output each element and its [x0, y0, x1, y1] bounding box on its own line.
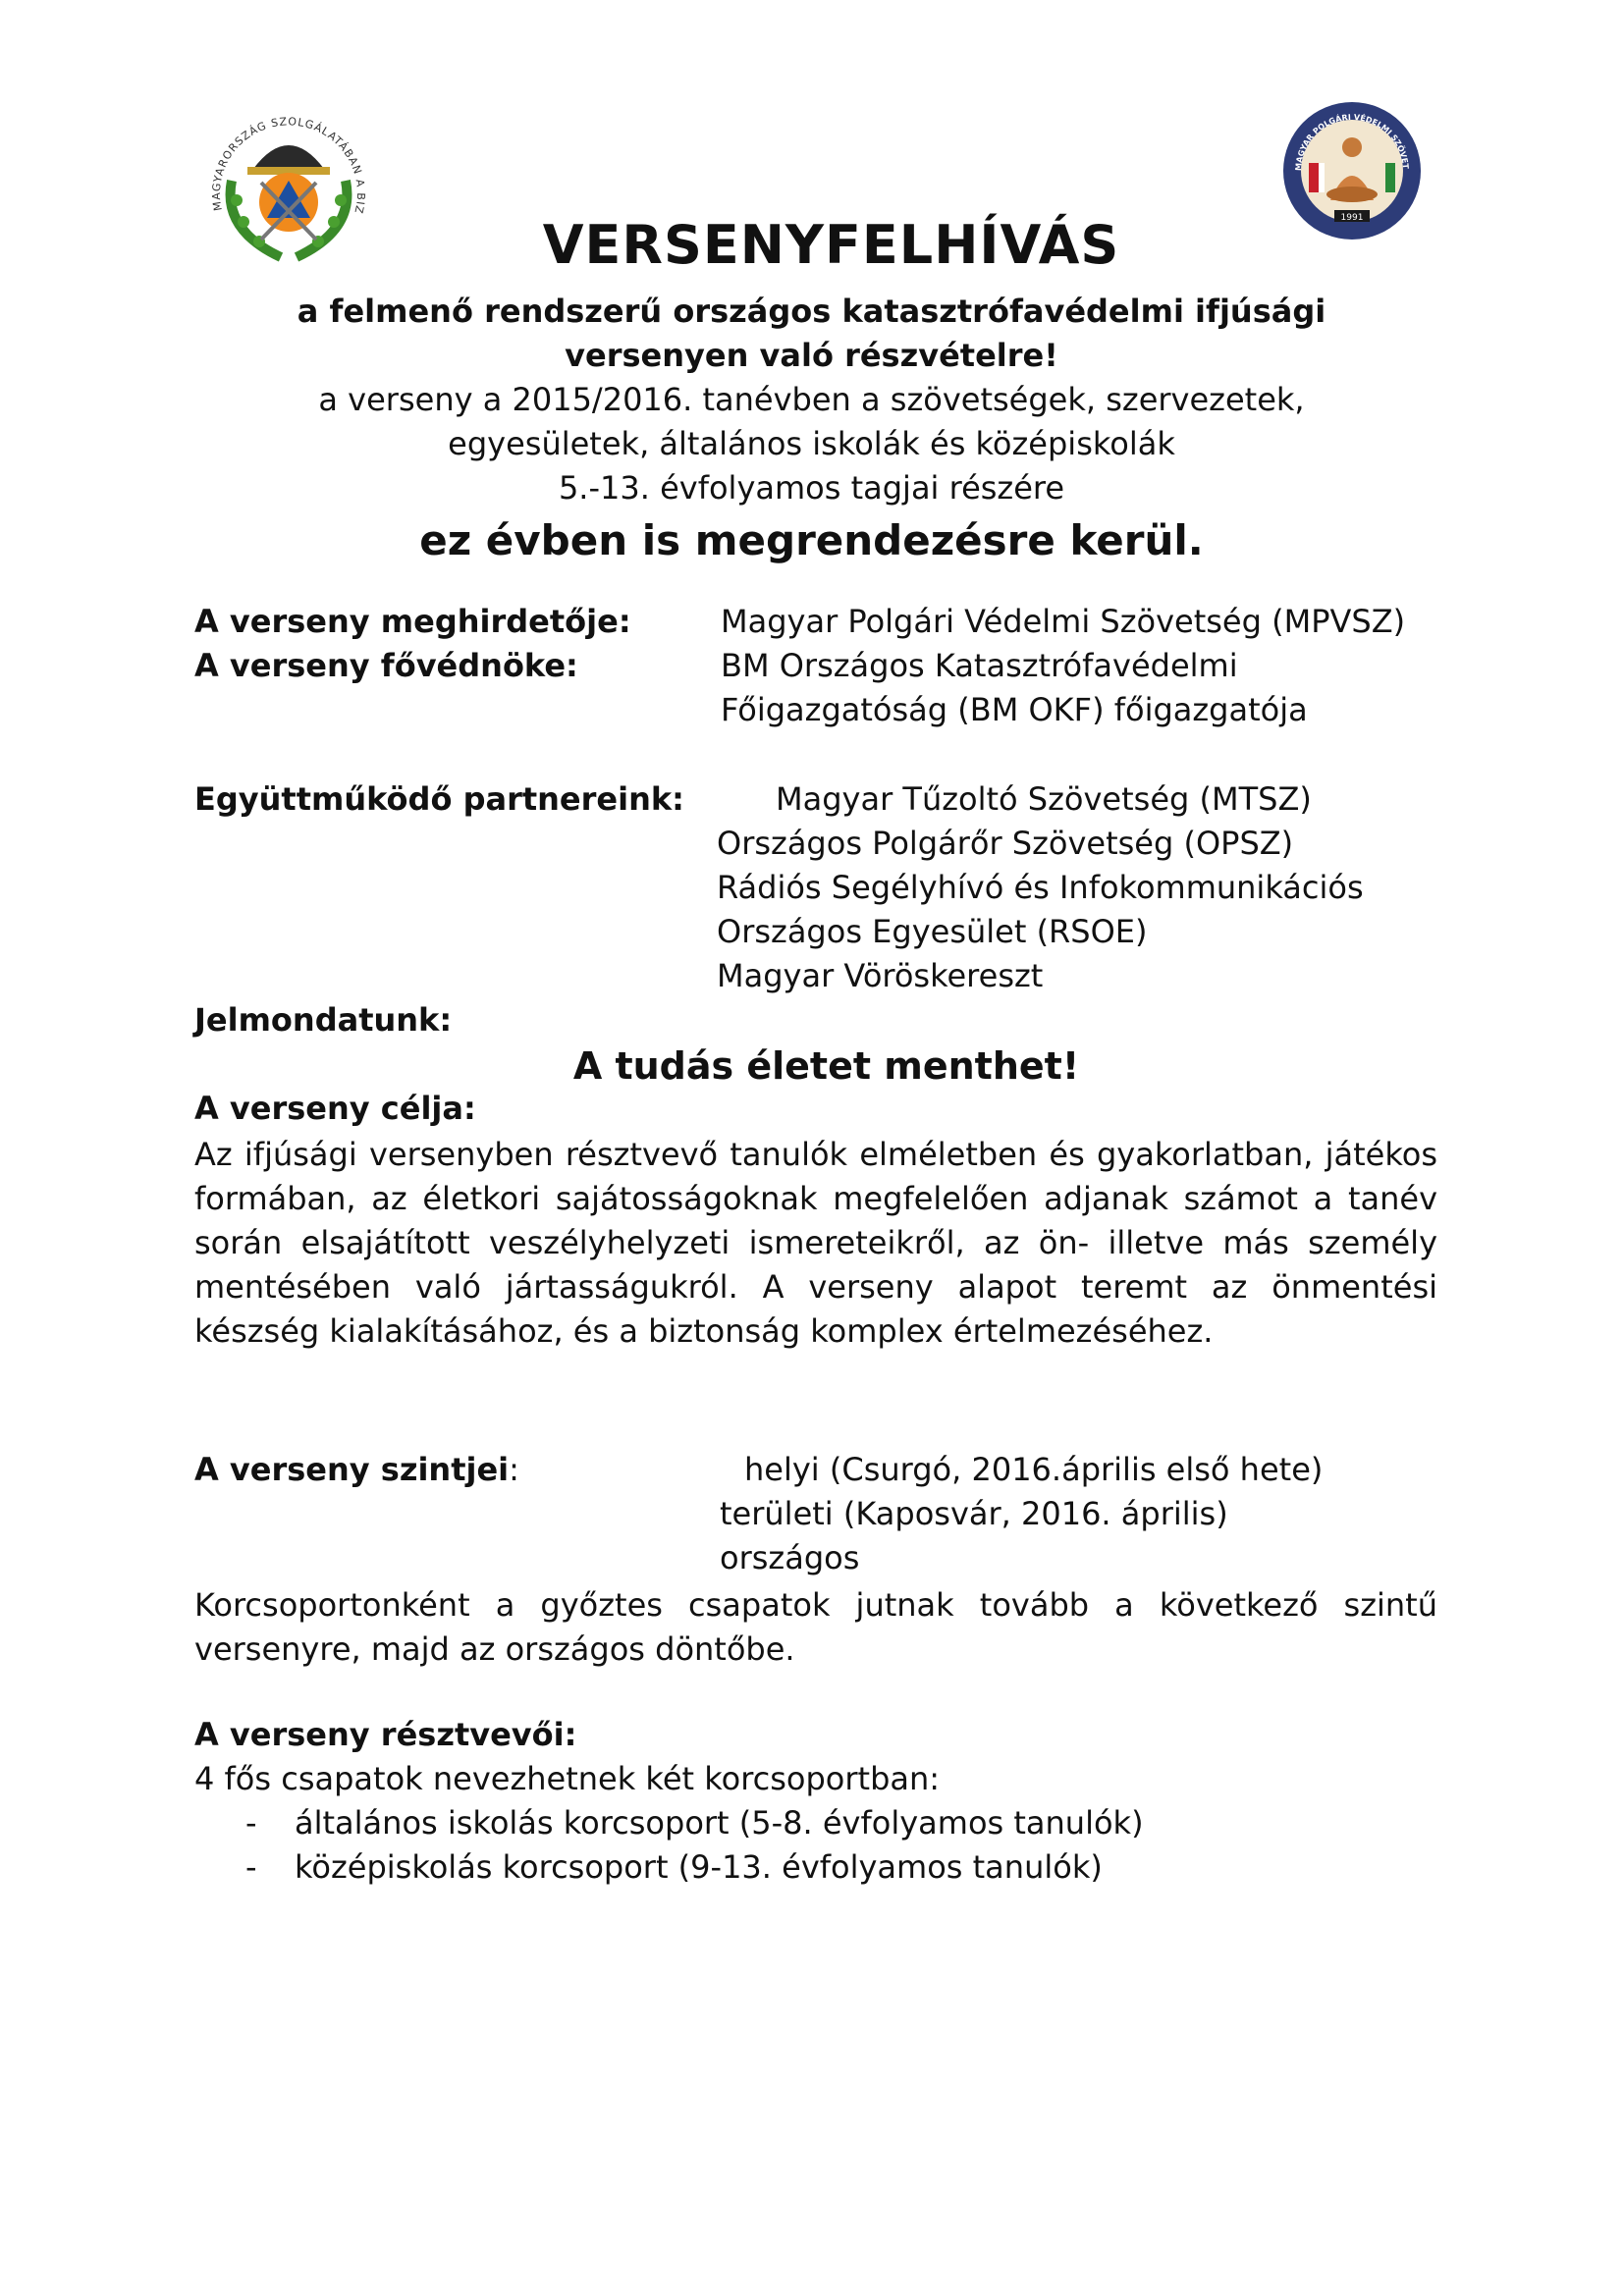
patron-value-line-1: BM Országos Katasztrófavédelmi: [721, 647, 1238, 684]
partner-item: Magyar Tűzoltó Szövetség (MTSZ): [776, 780, 1312, 818]
info-line-3: 5.-13. évfolyamos tagjai részére: [558, 469, 1065, 507]
subtitle-line-1: a felmenő rendszerű országos katasztrófavédelmi ifjúsági: [297, 293, 1326, 330]
svg-text:1991: 1991: [1340, 213, 1364, 223]
partner-item: Országos Polgárőr Szövetség (OPSZ): [717, 825, 1294, 862]
partners-label: Együttműködő partnereink:: [194, 780, 684, 818]
level-item: országos: [720, 1539, 860, 1576]
participants-label: A verseny résztvevői:: [194, 1716, 577, 1753]
info-line-2: egyesületek, általános iskolák és középiskolák: [448, 425, 1175, 462]
levels-heading: [194, 1451, 519, 1488]
bullet-dash: -: [245, 1804, 257, 1842]
bullet-dash: -: [245, 1848, 257, 1886]
levels-colon: :: [509, 1451, 519, 1488]
patron-label: A verseny fővédnöke:: [194, 647, 578, 684]
motto-label: Jelmondatunk:: [194, 1001, 453, 1039]
participants-intro: 4 fős csapatok nevezhetnek két korcsoportban:: [194, 1760, 941, 1797]
partner-item: Magyar Vöröskereszt: [717, 957, 1044, 994]
svg-text:MAGYAR POLGÁRI VÉDELMI SZÖVETS: MAGYAR POLGÁRI VÉDELMI SZÖVET: [1293, 112, 1411, 172]
announcer-label: A verseny meghirdetője:: [194, 603, 631, 640]
level-item: helyi (Csurgó, 2016.április első hete): [744, 1451, 1324, 1488]
svg-text:MAGYARORSZÁG SZOLGÁLATÁBAN A B: MAGYARORSZÁG SZOLGÁLATÁBAN A BIZ: [209, 115, 368, 216]
motto-text: A tudás életet menthet!: [572, 1044, 1080, 1088]
document-title: VERSENYFELHÍVÁS: [542, 214, 1120, 276]
announcement-heading: ez évben is megrendezésre kerül.: [419, 516, 1204, 564]
goal-label: A verseny célja:: [194, 1090, 476, 1127]
subtitle-line-2: versenyen való részvételre!: [565, 337, 1058, 374]
levels-note: Korcsoportonként a győztes csapatok jutnak tovább a következő szintű versenyre, majd az országos döntőbe.: [194, 1586, 1437, 1668]
patron-value-line-2: Főigazgatóság (BM OKF) főigazgatója: [721, 691, 1308, 728]
goal-paragraph: Az ifjúsági versenyben résztvevő tanulók elméletben és gyakorlatban, játékos formában, az életkori sajátosságoknak megfelelően adjanak számot a tanév során elsajátított veszélyhelyzeti ismereteikről, az ön- illetve más személy mentésében való jártasságukról. A verseny alapot teremt az önmentési készség kialakításához, és a biztonság komplex értelmezéséhez.: [194, 1136, 1437, 1350]
level-item: területi (Kaposvár, 2016. április): [720, 1495, 1228, 1532]
participant-group: általános iskolás korcsoport (5-8. évfolyamos tanulók): [295, 1804, 1144, 1842]
participant-group: középiskolás korcsoport (9-13. évfolyamos tanulók): [295, 1848, 1103, 1886]
levels-label: A verseny szintjei: [194, 1451, 510, 1488]
announcer-value: Magyar Polgári Védelmi Szövetség (MPVSZ): [721, 603, 1406, 640]
info-line-1: a verseny a 2015/2016. tanévben a szövetségek, szervezetek,: [318, 381, 1305, 418]
partner-item: Rádiós Segélyhívó és Infokommunikációs: [717, 869, 1364, 906]
partner-item: Országos Egyesület (RSOE): [717, 913, 1148, 950]
